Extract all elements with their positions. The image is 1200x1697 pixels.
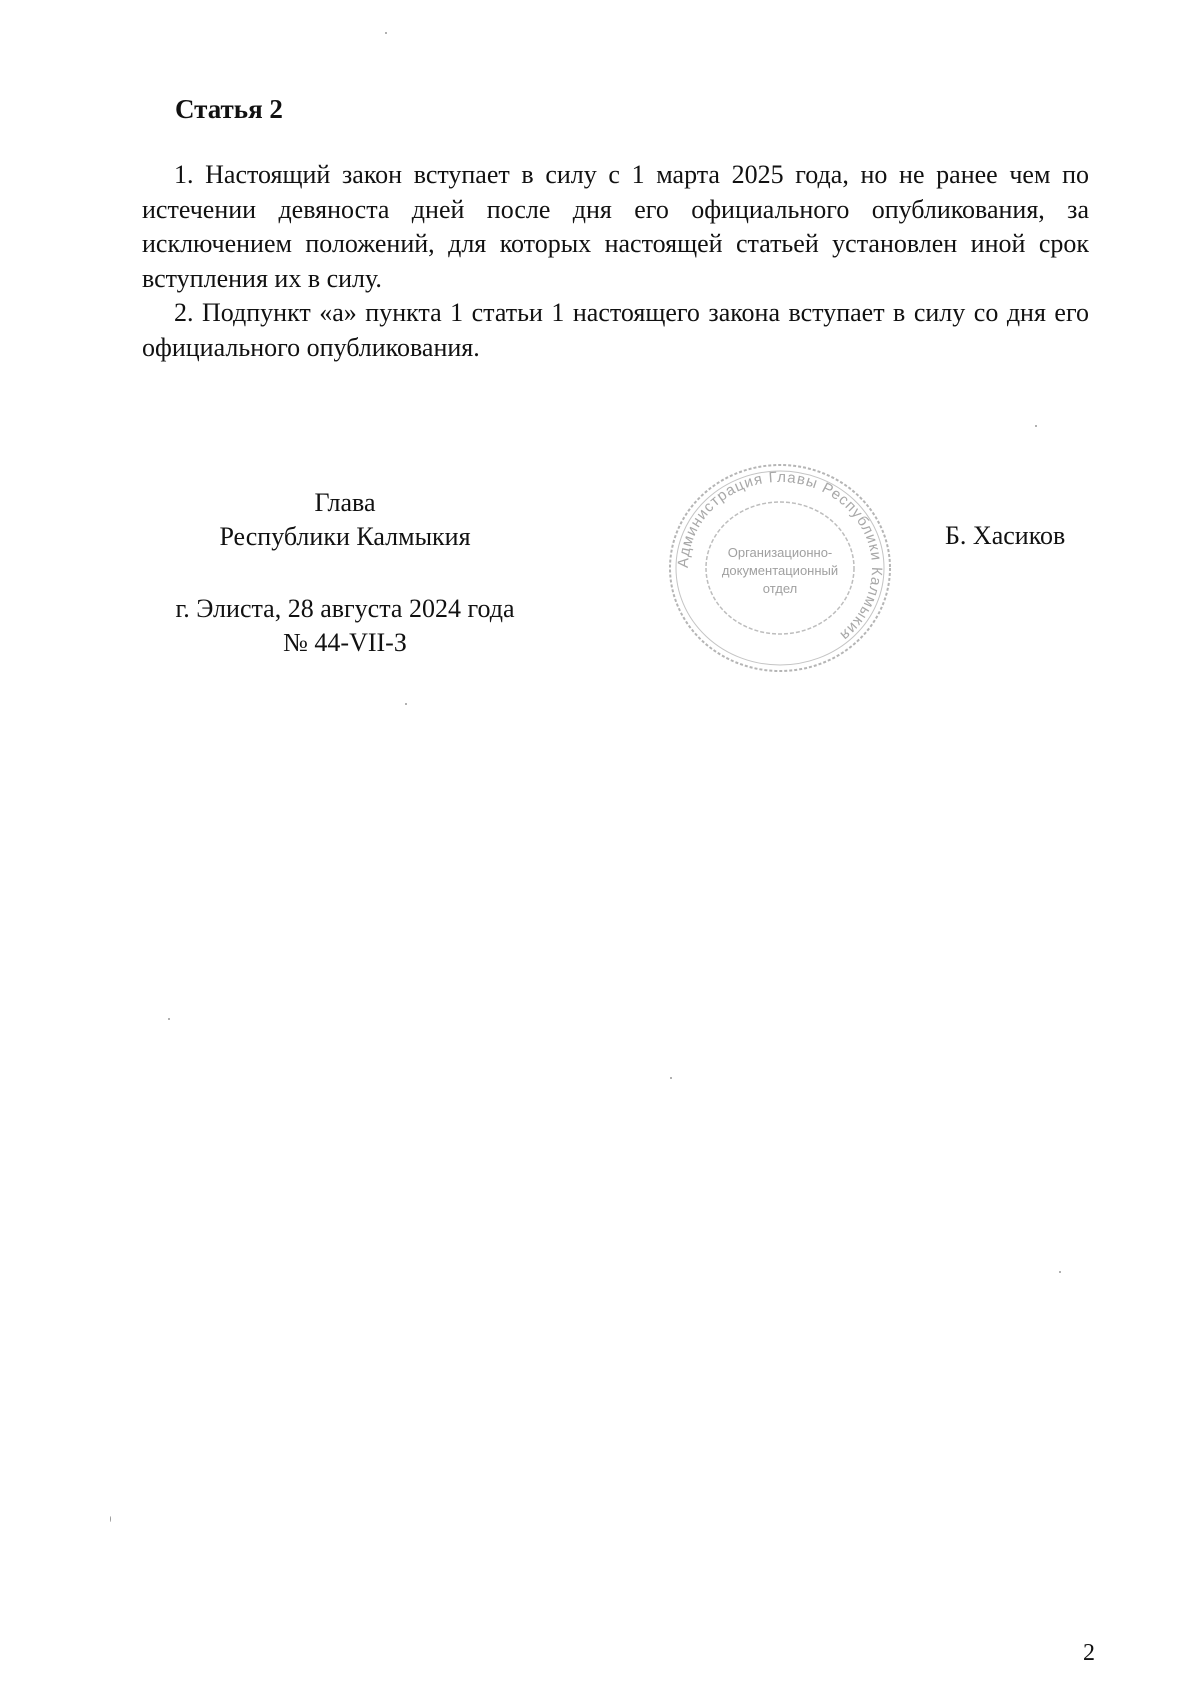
signatory-name: Б. Хасиков [945,521,1066,550]
scan-speck [1059,1271,1061,1273]
scan-speck [670,1077,672,1079]
stamp-ring-text: Администрация Главы Республики Калмыкия [674,468,886,645]
stamp-center-line2: документационный [721,563,839,578]
scan-speck [110,1516,111,1522]
article-paragraph-1: 1. Настоящий закон вступает в силу с 1 марта 2025 года, но не ранее чем по истечении девяноста дней после дня его официального опубликования, за исключением положений, для которых настоящей статьей установлен иной срок вступления их в силу. [142,160,1089,293]
scan-speck [405,703,407,705]
law-number: № 44-VII-З [283,628,407,657]
article-body [142,158,1089,365]
article-heading: Статья 2 [175,94,283,124]
stamp-center-line3: отдел [762,581,798,596]
scan-speck [385,32,387,34]
official-stamp [655,453,905,683]
article-paragraph-2: 2. Подпункт «а» пункта 1 статьи 1 настоящего закона вступает в силу со дня его официального опубликования. [142,298,1089,362]
scan-speck [1035,425,1037,427]
stamp-center-line1: Организационно- [727,545,833,560]
signatory-title-line1: Глава [314,488,376,517]
page-number: 2 [1083,1640,1095,1666]
stamp-seal-icon [655,453,905,683]
signatory-title-line2: Республики Калмыкия [219,522,471,551]
scan-speck [168,1018,170,1020]
place-date: г. Элиста, 28 августа 2024 года [175,594,515,623]
signatory-block [150,486,540,660]
